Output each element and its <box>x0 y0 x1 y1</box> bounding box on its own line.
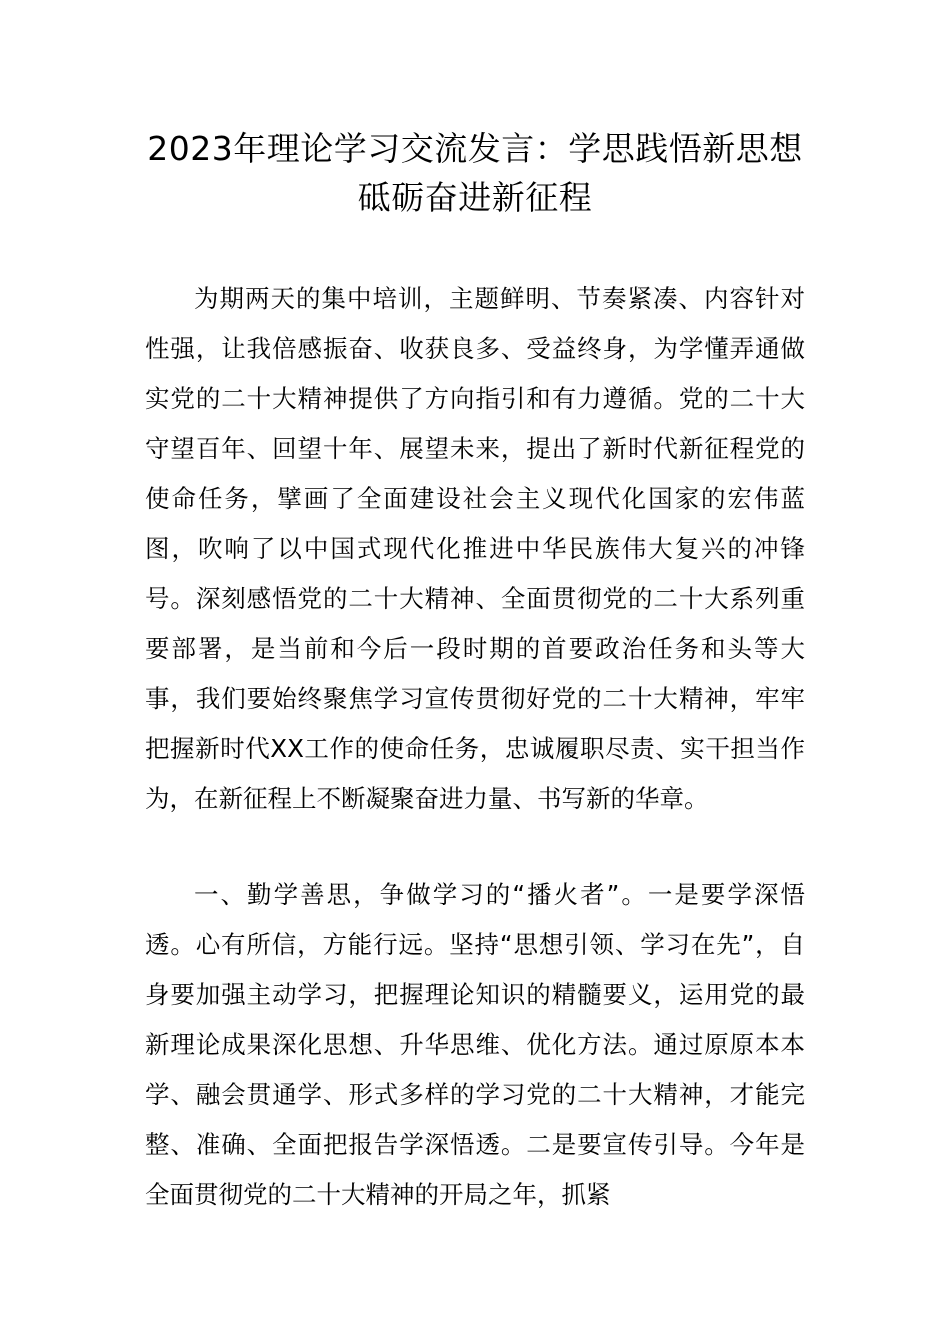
paragraph-intro: 为期两天的集中培训，主题鲜明、节奏紧凑、内容针对性强，让我倍感振奋、收获良多、受益终身，为学懂弄通做实党的二十大精神提供了方向指引和有力遵循。党的二十大守望百年、回望十年、展望未来，提出了新时代新征程党的使命任务，擘画了全面建设社会主义现代化国家的宏伟蓝图，吹响了以中国式现代化推进中华民族伟大复兴的冲锋号。深刻感悟党的二十大精神、全面贯彻党的二十大系列重要部署，是当前和今后一段时期的首要政治任务和头等大事，我们要始终聚焦学习宣传贯彻好党的二十大精神，牢牢把握新时代XX工作的使命任务，忠诚履职尽责、实干担当作为，在新征程上不断凝聚奋进力量、书写新的华章。 <box>145 284 805 813</box>
paragraph-section-one: 一、勤学善思，争做学习的“播火者”。一是要学深悟透。心有所信，方能行远。坚持“思想引领、学习在先”，自身要加强主动学习，把握理论知识的精髓要义，运用党的最新理论成果深化思想、升华思维、优化方法。通过原原本本学、融会贯通学、形式多样的学习党的二十大精神，才能完整、准确、全面把报告学深悟透。二是要宣传引导。今年是全面贯彻党的二十大精神的开局之年，抓紧 <box>145 880 805 1209</box>
document-title: 2023年理论学习交流发言：学思践悟新思想 砥砺奋进新征程 <box>147 129 803 217</box>
